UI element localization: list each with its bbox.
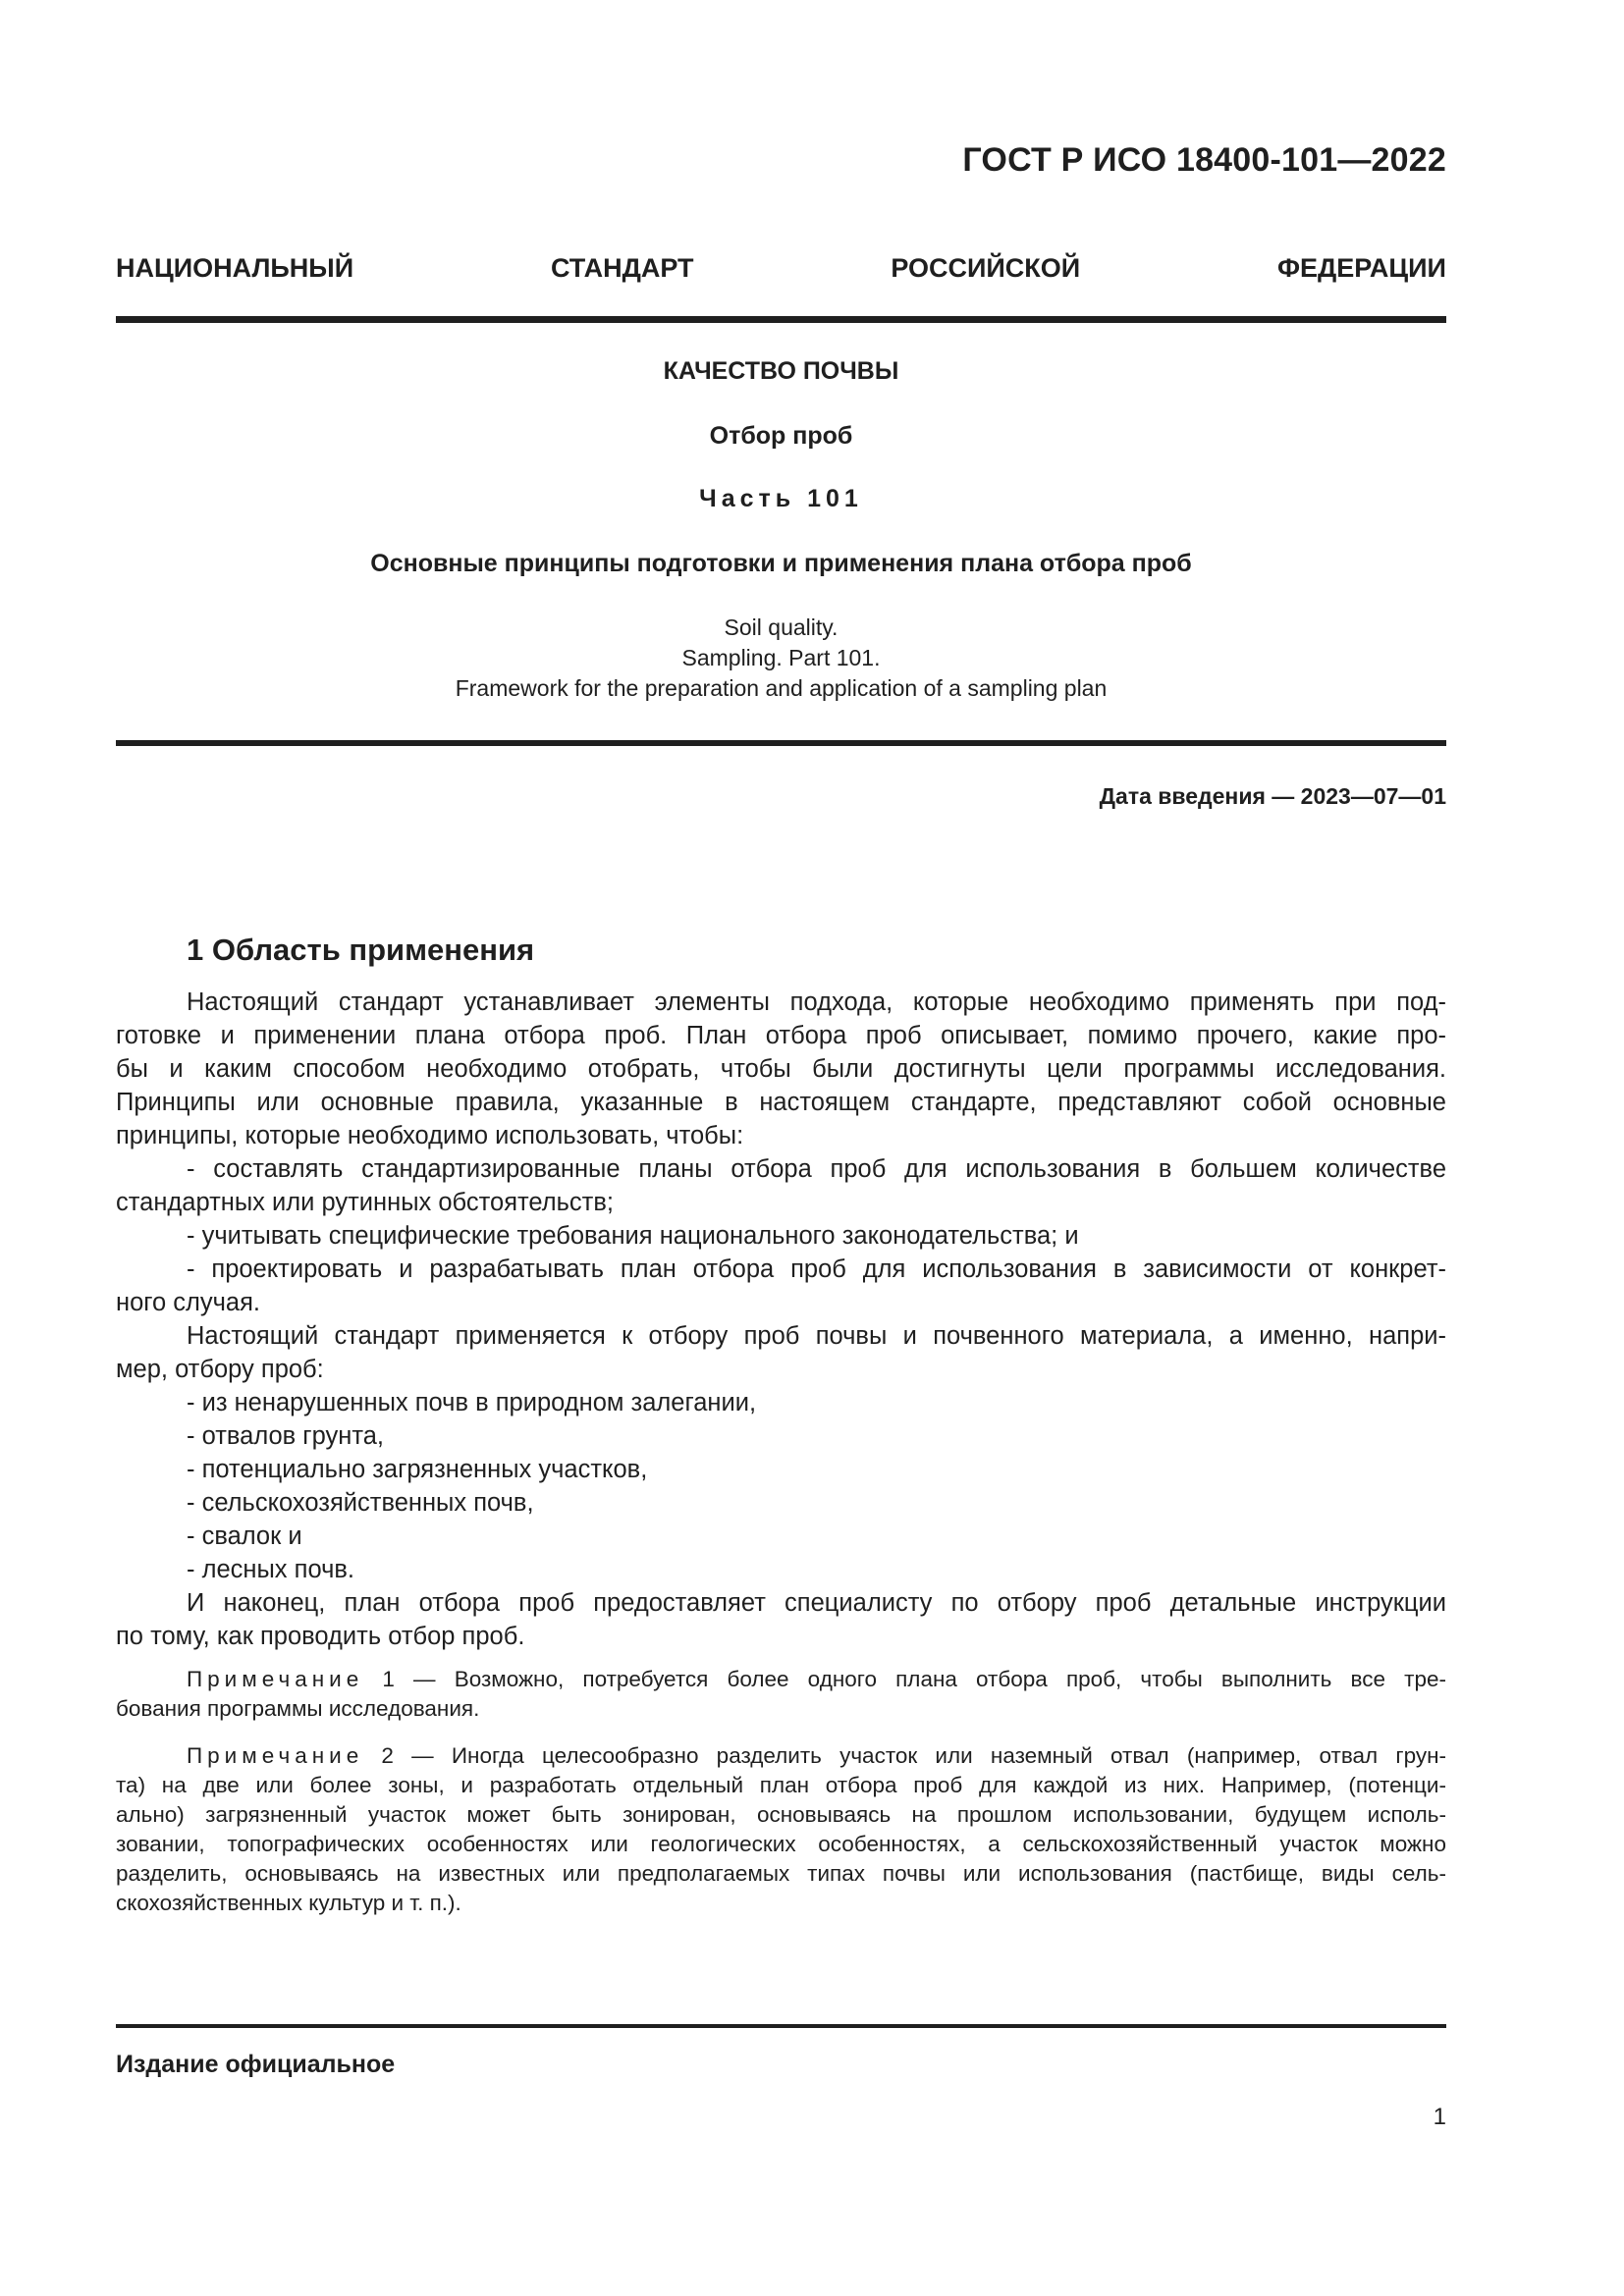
list-item: - из ненарушенных почв в природном залегании, [187,1389,757,1416]
section-heading: 1 Область применения [187,933,535,967]
title-divider [116,740,1446,746]
note-2 [116,1741,1446,1918]
title-main: КАЧЕСТВО ПОЧВЫ [663,357,899,385]
english-title-line: Sampling. Part 101. [681,645,881,670]
list-item: - сельскохозяйственных почв, [187,1489,534,1517]
introduction-date: Дата введения — 2023—07—01 [1099,783,1446,809]
text-line: Настоящий стандарт устанавливает элементы подхода, которые необходимо применять при под- [187,988,1446,1016]
note-line: зовании, топографических особенностях или геологических особенностях, а сельскохозяйственный участок можно [116,1832,1446,1856]
page-number: 1 [1433,2104,1446,2130]
note-1 [116,1665,1446,1724]
list-item: - отвалов грунта, [187,1422,384,1450]
english-title-line: Framework for the preparation and application of a sampling plan [455,675,1108,701]
list-item: - учитывать специфические требования национального законодательства; и [187,1222,1079,1250]
text-line: стандартных или рутинных обстоятельств; [116,1189,614,1216]
list-item: - составлять стандартизированные планы отбора проб для использования в большем количестве [187,1155,1446,1183]
text-line: И наконец, план отбора проб предоставляет специалисту по отбору проб детальные инструкции [187,1589,1446,1617]
text-line: по тому, как проводить отбор проб. [116,1623,525,1650]
list-item: - свалок и [187,1522,302,1550]
note-line: ально) загрязненный участок может быть зонирован, основываясь на прошлом использовании, будущем исполь- [116,1802,1446,1827]
note-line: разделить, основываясь на известных или предполагаемых типах почвы или использования (пастбище, виды сель- [116,1861,1446,1886]
national-standard-word: РОССИЙСКОЙ [891,253,1081,283]
national-standard-heading [116,253,1446,284]
text-line: готовке и применении плана отбора проб. План отбора проб описывает, помимо прочего, какие про- [116,1022,1446,1049]
title-name: Основные принципы подготовки и применения плана отбора проб [370,550,1192,577]
list-item: - потенциально загрязненных участков, [187,1456,648,1483]
text-line: принципы, которые необходимо использовать, чтобы: [116,1122,744,1149]
note-label: Примечание [187,1667,364,1691]
list-item: - лесных почв. [187,1556,354,1583]
text-line: мер, отбору проб: [116,1356,324,1383]
national-standard-word: НАЦИОНАЛЬНЫЙ [116,253,354,283]
official-edition-label: Издание официальное [116,2051,396,2078]
note-label: Примечание [187,1743,364,1768]
note-text: 1 — Возможно, потребуется более одного плана отбора проб, чтобы выполнить все тре- [363,1667,1446,1691]
paragraph-scope [116,986,1446,1653]
note-line [116,1741,1446,1771]
note-line: та) на две или более зоны, и разработать отдельный план отбора проб для каждой из них. Например, (потенци- [116,1773,1446,1797]
title-sub: Отбор проб [709,422,853,450]
note-text: 2 — Иногда целесообразно разделить участок или наземный отвал (например, отвал грун- [363,1743,1446,1768]
text-line: бы и каким способом необходимо отобрать, чтобы были достигнуты цели программы исследования. [116,1055,1446,1083]
text-line: Принципы или основные правила, указанные в настоящем стандарте, представляют собой основные [116,1089,1446,1116]
list-item: - проектировать и разрабатывать план отбора проб для использования в зависимости от конкрет- [187,1255,1446,1283]
note-line [116,1665,1446,1694]
text-line: Настоящий стандарт применяется к отбору проб почвы и почвенного материала, а именно, напри- [187,1322,1446,1350]
title-part: Часть 101 [699,485,863,512]
document-code: ГОСТ Р ИСО 18400-101—2022 [962,141,1446,179]
english-title-line: Soil quality. [724,614,839,640]
note-line: скохозяйственных культур и т. п.). [116,1891,461,1915]
text-line: ного случая. [116,1289,261,1316]
bottom-divider [116,2024,1446,2028]
national-standard-word: СТАНДАРТ [550,253,694,283]
national-standard-word: ФЕДЕРАЦИИ [1277,253,1446,283]
note-line: бования программы исследования. [116,1696,480,1721]
top-divider [116,316,1446,323]
